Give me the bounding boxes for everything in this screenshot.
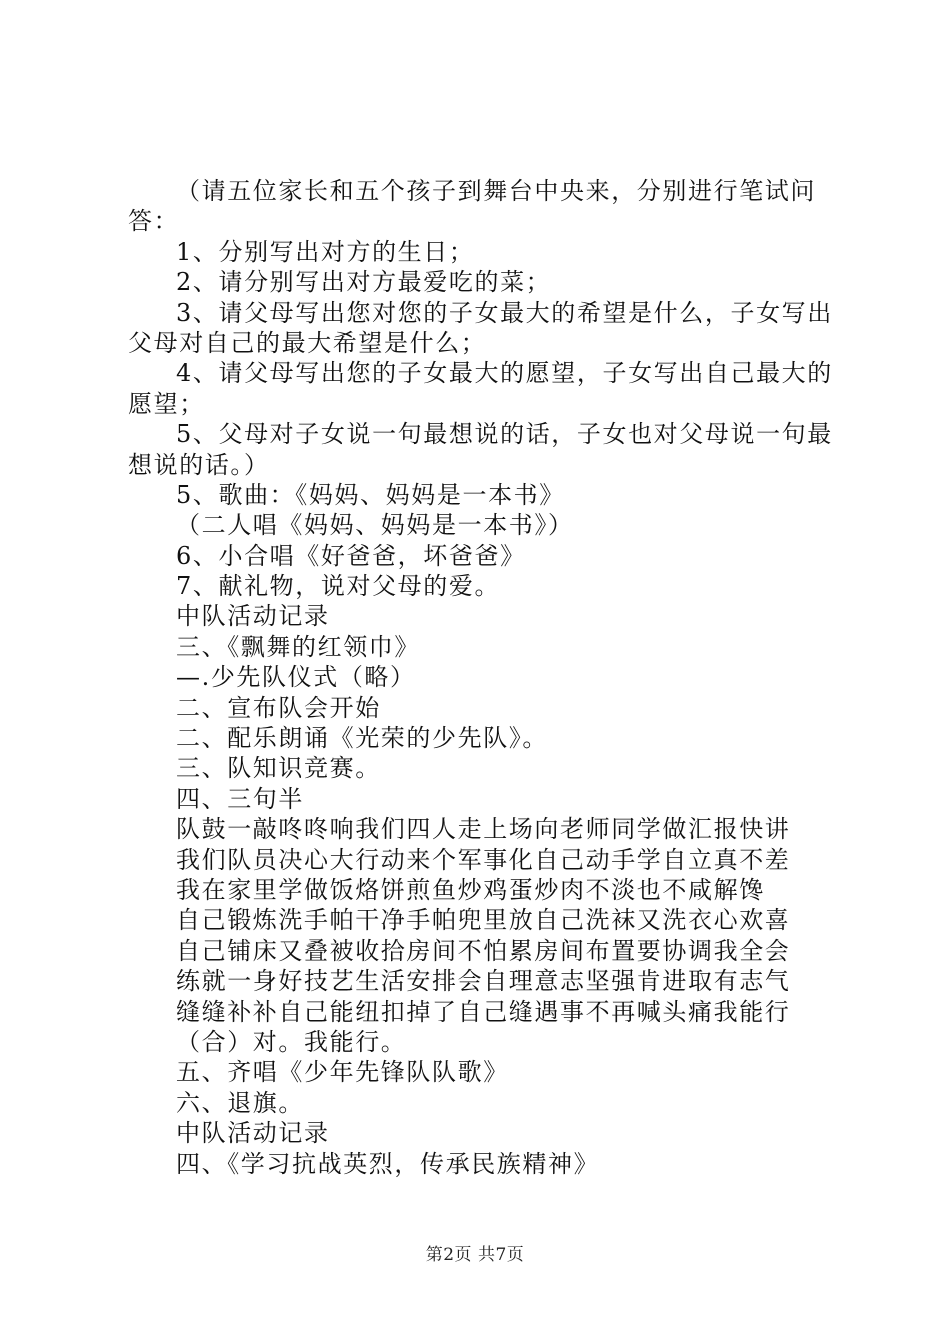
text-line: 我们队员决心大行动来个军事化自己动手学自立真不差 [176,845,791,874]
text-line: —.少先队仪式（略） [176,663,416,692]
text-line: 缝缝补补自己能纽扣掉了自己缝遇事不再喊头痛我能行 [176,997,791,1026]
text-line: 三、队知识竞赛。 [176,754,381,783]
text-line: 7、献礼物，说对父母的爱。 [176,572,501,601]
text-line: 愿望； [128,389,205,418]
text-line: 5、父母对子女说一句最想说的话，子女也对父母说一句最 [176,420,833,449]
text-line: 答： [128,207,180,236]
text-line: 6、小合唱《好爸爸，坏爸爸》 [176,541,526,570]
text-line: 四、《学习抗战英烈，传承民族精神》 [176,1149,600,1178]
text-line: 六、退旗。 [176,1088,304,1117]
text-line: 中队活动记录 [176,602,330,631]
text-line: 三、《飘舞的红领巾》 [176,632,420,661]
text-line: 5、歌曲：《妈妈、妈妈是一本书》 [176,480,565,509]
text-line: （二人唱《妈妈、妈妈是一本书》） [176,511,574,540]
text-line: （合）对。我能行。 [176,1027,407,1056]
text-line: 想说的话。） [128,450,270,479]
text-line: 队鼓一敲咚咚响我们四人走上场向老师同学做汇报快讲 [176,815,791,844]
text-line: 练就一身好技艺生活安排会自理意志坚强肯进取有志气 [176,967,791,996]
document-body [128,176,833,1179]
text-line: 中队活动记录 [176,1119,330,1148]
text-line: 五、齐唱《少年先锋队队歌》 [176,1058,509,1087]
text-line: 二、宣布队会开始 [176,693,381,722]
text-line: 父母对自己的最大希望是什么； [128,328,487,357]
text-line: 1、分别写出对方的生日； [176,237,475,266]
page-footer: 第2页 共7页 [425,1245,525,1265]
text-line: 四、三句半 [176,784,304,813]
text-line: 4、请父母写出您的子女最大的愿望，子女写出自己最大的 [176,359,833,388]
text-line: 二、配乐朗诵《光荣的少先队》。 [176,724,548,753]
text-line: 3、请父母写出您对您的子女最大的希望是什么，子女写出 [176,298,833,327]
text-line: （请五位家长和五个孩子到舞台中央来，分别进行笔试问 [176,177,816,205]
text-line: 自己锻炼洗手帕干净手帕兜里放自己洗袜又洗衣心欢喜 [176,906,791,935]
text-line: 2、请分别写出对方最爱吃的菜； [176,268,552,297]
text-line: 自己铺床又叠被收拾房间不怕累房间布置要协调我全会 [176,936,791,965]
text-line: 我在家里学做饭烙饼煎鱼炒鸡蛋炒肉不淡也不咸解馋 [176,875,765,904]
